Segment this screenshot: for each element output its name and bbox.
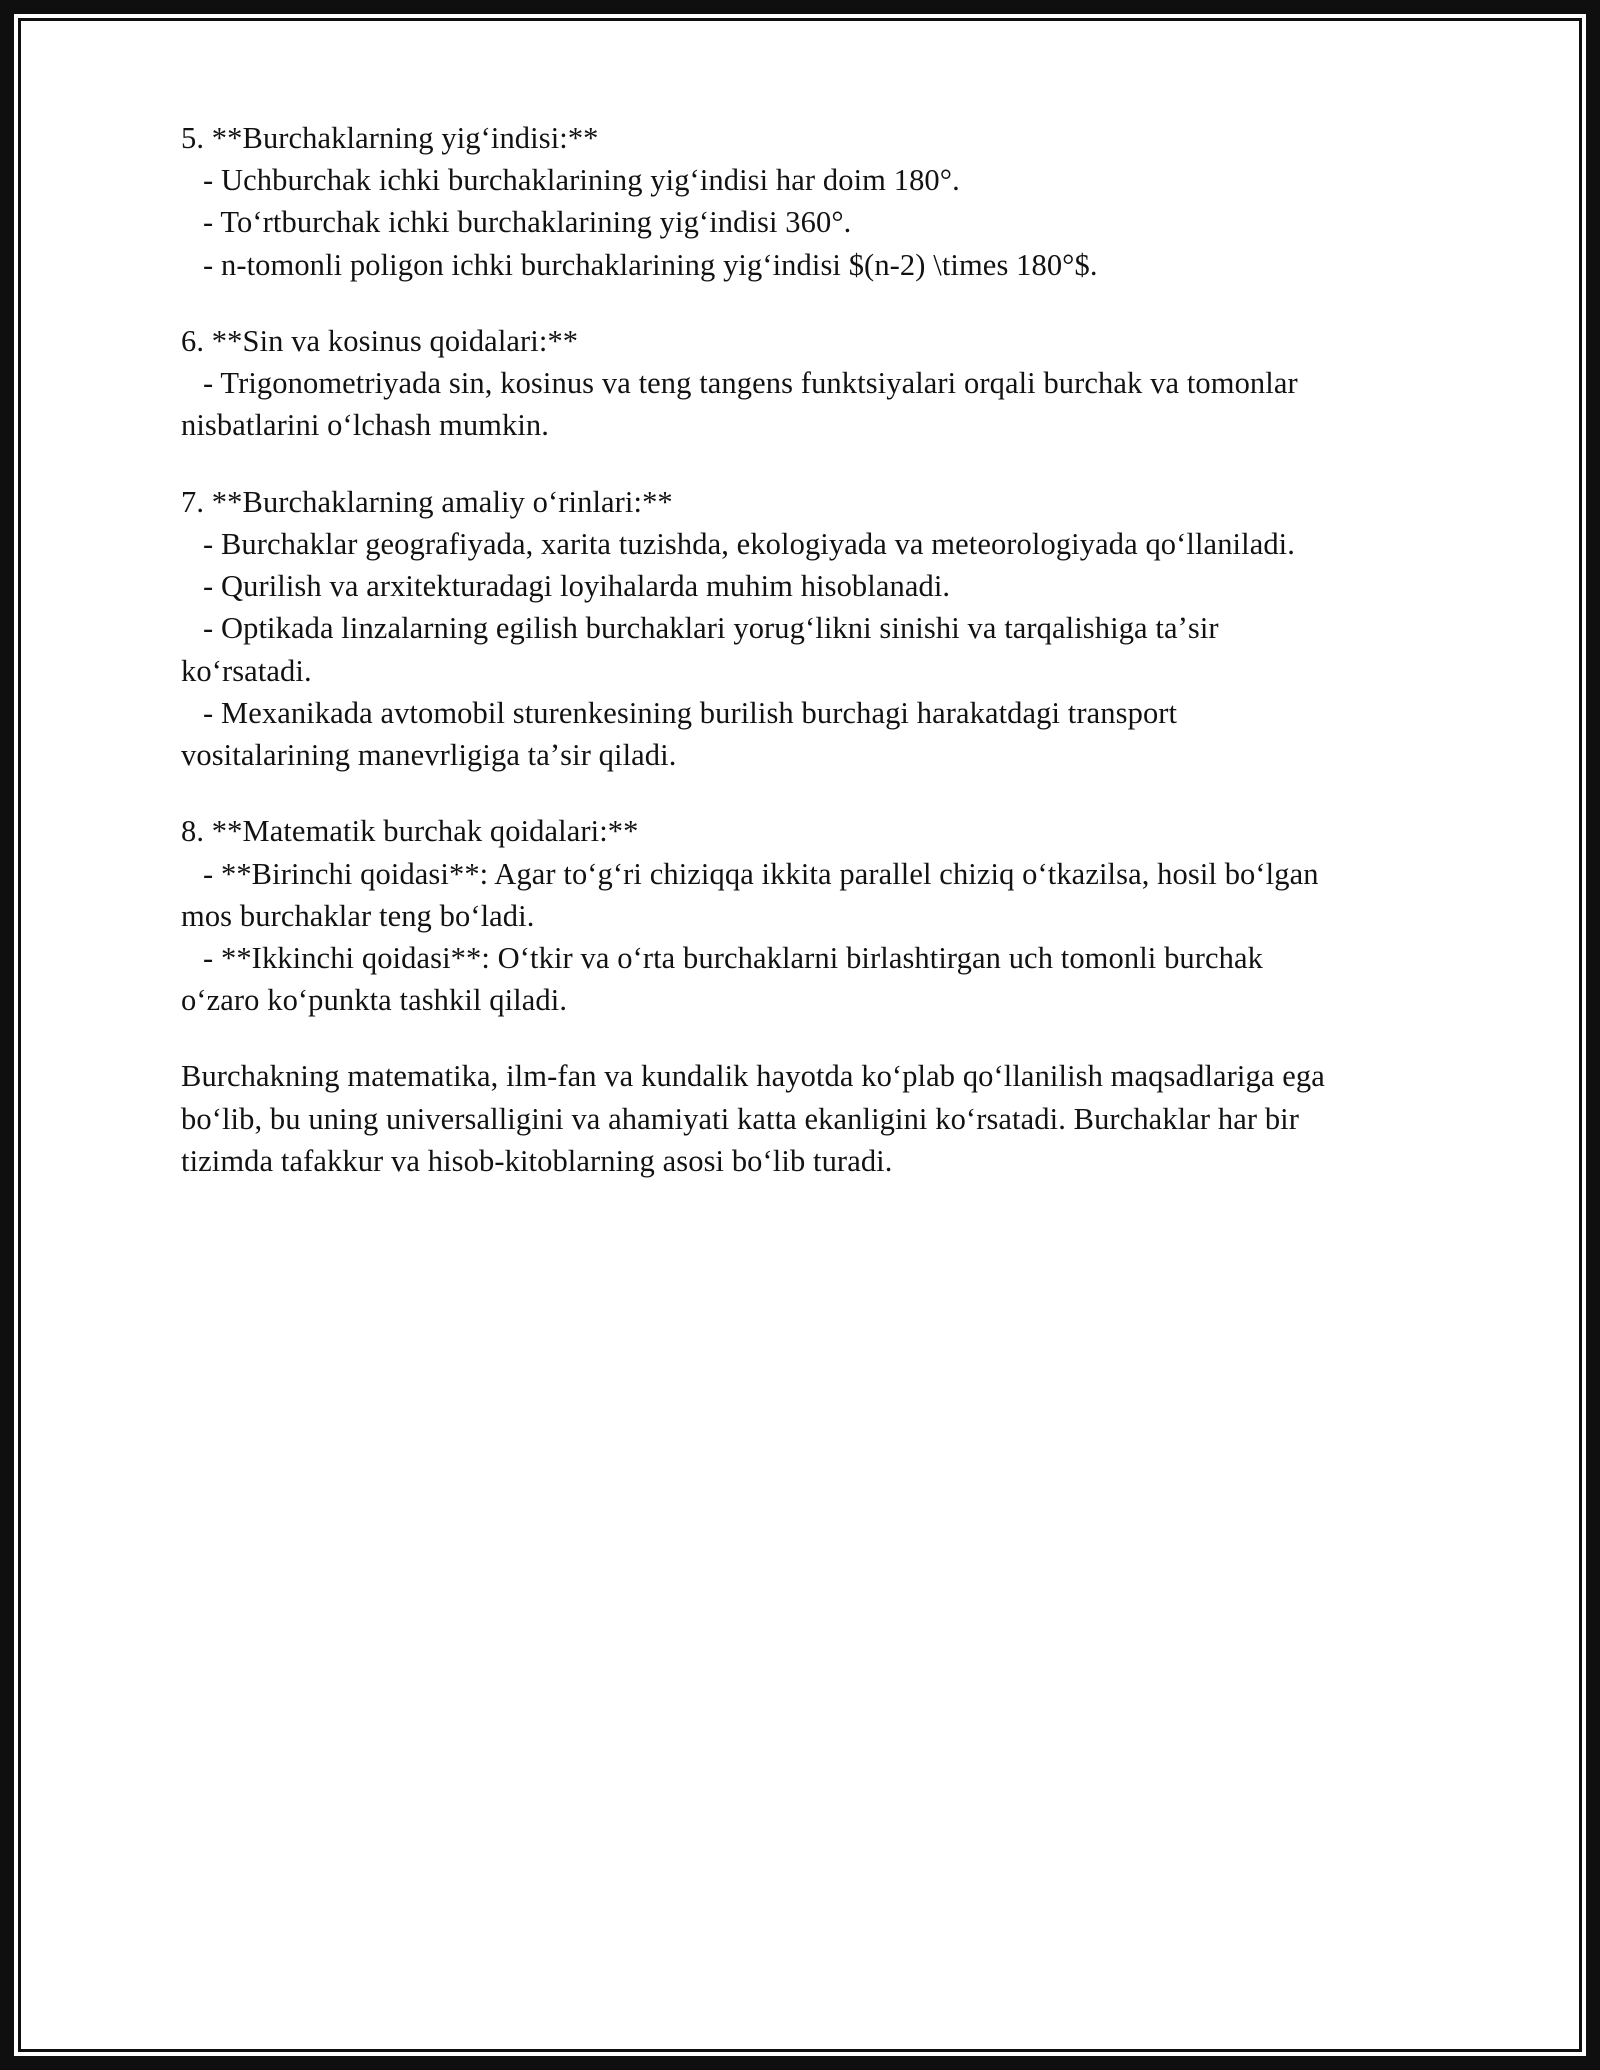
closing-paragraph: Burchakning matematika, ilm-fan va kundalik hayotda koʻplab qoʻllanilish maqsadlariga ega boʻlib, bu uning universalligini va ahamiyati katta ekanligini koʻrsatadi. Burchaklar har bir tizimda tafakkur va hisob-kitoblarning asosi boʻlib turadi. — [181, 1059, 1333, 1178]
section-7-item-4: - Mexanikada avtomobil sturenkesining burilish burchagi harakatdagi transport vositalarining manevrligiga taʼsir qiladi. — [181, 695, 1185, 773]
section-5-item-3: - n-tomonli poligon ichki burchaklarining yigʻindisi $(n-2) \times 180°$. — [203, 247, 1098, 282]
page-border-gap — [14, 14, 1586, 2056]
section-8-item-2: - **Ikkinchi qoidasi**: Oʻtkir va oʻrta burchaklarni birlashtirgan uch tomonli burchak oʻzaro koʻpunkta tashkil qiladi. — [181, 940, 1271, 1018]
document-text-body — [181, 117, 1341, 1182]
section-7-item-1: - Burchaklar geografiyada, xarita tuzishda, ekologiyada va meteorologiyada qoʻllaniladi. — [203, 526, 1295, 561]
section-8-item-1: - **Birinchi qoidasi**: Agar toʻgʻri chiziqqa ikkita parallel chiziq oʻtkazilsa, hosil boʻlgan mos burchaklar teng boʻladi. — [181, 856, 1327, 933]
section-5-item-1: - Uchburchak ichki burchaklarining yigʻindisi har doim 180°. — [203, 163, 960, 198]
section-7-item-2: - Qurilish va arxitekturadagi loyihalarda muhim hisoblanadi. — [203, 569, 951, 604]
section-block-6 — [181, 320, 1341, 447]
section-heading-7: 7. **Burchaklarning amaliy oʻrinlari:** — [181, 484, 673, 519]
section-6-item-1: - Trigonometriyada sin, kosinus va teng tangens funktsiyalari orqali burchak va tomonlar nisbatlarini oʻlchash mumkin. — [181, 366, 1306, 443]
section-heading-8: 8. **Matematik burchak qoidalari:** — [181, 814, 639, 849]
page-inner-rule — [18, 18, 1582, 2052]
section-heading-5: 5. **Burchaklarning yigʻindisi:** — [181, 121, 599, 155]
section-5-item-2: - Toʻrtburchak ichki burchaklarining yigʻindisi 360°. — [203, 205, 852, 240]
closing-paragraph-block — [181, 1055, 1341, 1182]
page-sheet — [21, 21, 1579, 2049]
section-heading-6: 6. **Sin va kosinus qoidalari:** — [181, 323, 579, 358]
section-7-item-3: - Optikada linzalarning egilish burchaklari yorugʻlikni sinishi va tarqalishiga taʼsir koʻrsatadi. — [181, 611, 1227, 688]
section-block-7 — [181, 481, 1341, 777]
section-block-5 — [181, 117, 1341, 286]
section-block-8 — [181, 810, 1341, 1021]
